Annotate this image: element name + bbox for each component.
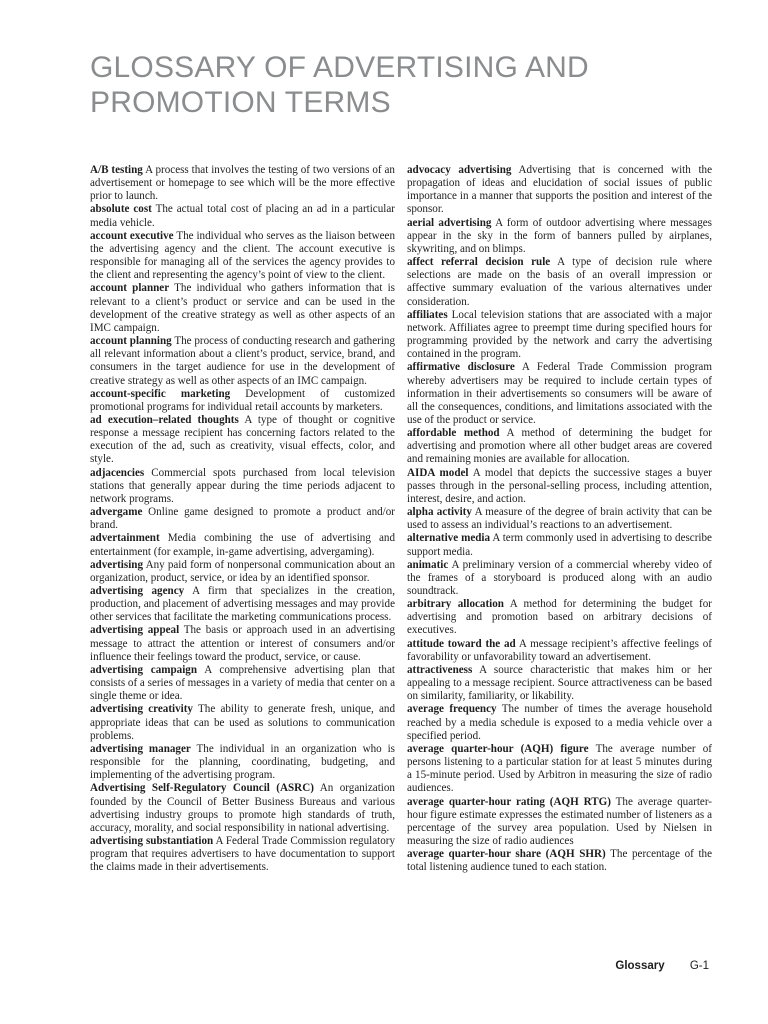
glossary-term: advertising substantiation bbox=[90, 834, 214, 847]
glossary-right-column bbox=[407, 164, 712, 874]
glossary-left-column bbox=[90, 164, 395, 874]
glossary-entry bbox=[90, 203, 395, 229]
glossary-definition: A process that involves the testing of two versions of an advertisement or homepage to see which will be the more effective prior to launch. bbox=[90, 164, 395, 203]
glossary-definition: A firm that specializes in the creation, production, and placement of advertising messages and may provide other services that facilitate the marketing communications process. bbox=[90, 585, 395, 624]
glossary-entry bbox=[90, 467, 395, 506]
glossary-definition: Local television stations that are associated with a major network. Affiliates agree to preempt time during specified hours for programming provided by the network and carry the advertising contained in the program. bbox=[407, 308, 713, 361]
glossary-entry bbox=[90, 164, 395, 203]
glossary-entry bbox=[407, 796, 712, 849]
glossary-term: average quarter-hour (AQH) figure bbox=[407, 742, 589, 755]
glossary-definition: The individual who gathers information that is relevant to a client’s product or service and can be used in the development of the creative strategy as well as other aspects of an IMC campaign. bbox=[90, 282, 395, 334]
glossary-term: A/B testing bbox=[90, 164, 143, 176]
glossary-definition: A model that depicts the successive stages a buyer passes through in the personal-selling process, including attention, interest, desire, and action. bbox=[407, 466, 713, 505]
glossary-entry bbox=[90, 532, 395, 558]
glossary-term: arbitrary allocation bbox=[407, 598, 504, 611]
glossary-definition: A method of determining the budget for advertising and promotion where all other budget areas are covered and remaining monies are available for allocation. bbox=[407, 427, 712, 466]
glossary-entry bbox=[90, 624, 395, 663]
glossary-term: account-specific marketing bbox=[90, 387, 231, 400]
glossary-entry bbox=[407, 664, 712, 703]
glossary-definition: A measure of the degree of brain activity that can be used to assess an individual’s reactions to an advertisement. bbox=[407, 506, 712, 532]
glossary-term: advertising appeal bbox=[90, 624, 180, 637]
glossary-definition: The individual in an organization who is responsible for the planning, coordinating, budgeting, and implementing of the advertising program. bbox=[90, 742, 395, 782]
glossary-entry bbox=[90, 743, 395, 782]
glossary-definition: A message recipient’s affective feelings of favorability or unfavorability toward an advertisement. bbox=[407, 637, 712, 663]
glossary-definition: A type of decision rule where selections are made on the basis of an overall impression or affective summary evaluation of the various alternatives under consideration. bbox=[407, 256, 712, 308]
page-number: G-1 bbox=[689, 960, 709, 972]
glossary-term: AIDA model bbox=[407, 466, 469, 479]
glossary-entry bbox=[90, 282, 395, 335]
glossary-entry bbox=[407, 256, 712, 309]
glossary-definition: Commercial spots purchased from local television stations that generally appear during the time periods adjacent to network programs. bbox=[90, 466, 395, 505]
glossary-entry bbox=[90, 703, 395, 742]
glossary-definition: A Federal Trade Commission program whereby advertisers may be required to include certain types of information in their advertisements so consumers will be aware of all the consequences, conditions, and limitations associated with the use of the product or service. bbox=[407, 361, 712, 426]
title-line-1: GLOSSARY OF ADVERTISING AND bbox=[90, 51, 589, 84]
glossary-definition: The individual who serves as the liaison between the advertising agency and the client. The account executive is responsible for managing all of the services the agency provides to the client and representing the agency’s point of view to the client. bbox=[90, 229, 395, 282]
glossary-term: advertising manager bbox=[90, 742, 191, 755]
glossary-entry bbox=[407, 743, 712, 796]
glossary-definition: The average number of persons listening to a particular station for at least 5 minutes during a 15-minute period. Used by Arbitron in measuring the size of radio audiences. bbox=[407, 742, 713, 795]
glossary-definition: A source characteristic that makes him or her appealing to a message recipient. Source attractiveness can be based on similarity, familiarity, or likability. bbox=[407, 663, 712, 703]
glossary-term: absolute cost bbox=[90, 203, 152, 216]
glossary-definition: The number of times the average household reached by a media schedule is exposed to a media vehicle over a specified period. bbox=[407, 703, 712, 742]
glossary-definition: The ability to generate fresh, unique, and appropriate ideas that can be used as solutions to communication problems. bbox=[90, 703, 395, 742]
glossary-term: advocacy advertising bbox=[407, 164, 512, 176]
glossary-definition: Any paid form of nonpersonal communication about an organization, product, service, or idea by an identified sponsor. bbox=[90, 558, 395, 584]
glossary-term: affiliates bbox=[407, 308, 448, 321]
glossary-entry bbox=[90, 585, 395, 624]
glossary-term: Advertising Self-Regulatory Council (ASRC) bbox=[90, 782, 314, 795]
glossary-definition: A type of thought or cognitive response a message recipient has concerning factors related to the execution of the ad, such as creativity, visual effects, color, and style. bbox=[90, 413, 395, 466]
glossary-definition: Advertising that is concerned with the propagation of ideas and elucidation of social issues of public importance in a manner that supports the position and interest of the sponsor. bbox=[407, 164, 713, 216]
glossary-term: advertising campaign bbox=[90, 663, 198, 676]
glossary-entry bbox=[90, 335, 395, 388]
glossary-term: attractiveness bbox=[407, 663, 473, 676]
glossary-term: average quarter-hour share (AQH SHR) bbox=[407, 848, 606, 861]
glossary-entry bbox=[407, 164, 712, 217]
glossary-definition: The process of conducting research and gathering all relevant information about a client’s product, service, brand, and consumers in the target audience for use in the development of creative strategy as well as other aspects of an IMC campaign. bbox=[90, 335, 396, 387]
glossary-definition: A method for determining the budget for advertising and promotion based on arbitrary decisions of executives. bbox=[407, 598, 712, 637]
glossary-term: alpha activity bbox=[407, 506, 472, 519]
glossary-term: affordable method bbox=[407, 427, 500, 440]
glossary-term: account planner bbox=[90, 282, 170, 295]
glossary-definition: The average quarter-hour figure estimate expresses the estimated number of listeners as a percentage of the survey area population. Used by Nielsen in measuring the size of radio audiences bbox=[407, 795, 712, 847]
glossary-term: average frequency bbox=[407, 703, 497, 716]
glossary-definition: Media combining the use of advertising and entertainment (for example, in-game advertising, advergaming). bbox=[90, 532, 396, 558]
glossary-entry bbox=[90, 388, 395, 414]
glossary-term: affirmative disclosure bbox=[407, 361, 515, 374]
glossary-definition: A term commonly used in advertising to describe support media. bbox=[407, 532, 712, 558]
glossary-entry bbox=[407, 598, 712, 637]
page-footer bbox=[615, 960, 709, 972]
glossary-definition: A comprehensive advertising plan that consists of a series of messages in a variety of media that center on a single theme or idea. bbox=[90, 663, 395, 703]
glossary-term: advergame bbox=[90, 506, 143, 519]
glossary-entry bbox=[407, 703, 712, 742]
glossary-term: ad execution–related thoughts bbox=[90, 413, 239, 426]
glossary-definition: A form of outdoor advertising where messages appear in the sky in the form of banners pulled by airplanes, skywriting, and on blimps. bbox=[407, 216, 712, 255]
glossary-entry bbox=[90, 664, 395, 703]
glossary-entry bbox=[407, 427, 712, 466]
glossary-term: aerial advertising bbox=[407, 216, 492, 229]
glossary-term: affect referral decision rule bbox=[407, 256, 551, 269]
glossary-entry bbox=[407, 559, 712, 598]
glossary-term: alternative media bbox=[407, 532, 491, 545]
glossary-entry bbox=[90, 230, 395, 283]
glossary-term: account executive bbox=[90, 229, 174, 242]
glossary-definition: The basis or approach used in an advertising message to attract the attention or interest of consumers and/or influence their feelings toward the product, service, or cause. bbox=[90, 624, 395, 663]
glossary-entry bbox=[407, 309, 712, 362]
glossary-term: account planning bbox=[90, 335, 172, 348]
glossary-entry bbox=[407, 361, 712, 427]
glossary-term: attitude toward the ad bbox=[407, 637, 516, 650]
glossary-entry bbox=[407, 532, 712, 558]
glossary-entry bbox=[407, 217, 712, 256]
glossary-entry bbox=[407, 848, 712, 874]
footer-section-label: Glossary bbox=[615, 960, 665, 972]
glossary-entry bbox=[407, 506, 712, 532]
page-title bbox=[90, 50, 690, 120]
glossary-definition: A preliminary version of a commercial whereby video of the frames of a storyboard is produced along with an audio soundtrack. bbox=[407, 558, 712, 597]
glossary-term: advertising agency bbox=[90, 585, 185, 597]
title-line-2: PROMOTION TERMS bbox=[90, 86, 391, 119]
glossary-entry bbox=[90, 559, 395, 585]
glossary-entry bbox=[407, 638, 712, 664]
glossary-term: advertising creativity bbox=[90, 703, 193, 716]
glossary-entry bbox=[90, 782, 395, 835]
glossary-definition: A Federal Trade Commission regulatory program that requires advertisers to have documentation to support the claims made in their advertisements. bbox=[90, 834, 395, 874]
glossary-definition: An organization founded by the Council of Better Business Bureaus and various advertising industry groups to promote high standards of truth, accuracy, morality, and social responsibility in national advertising. bbox=[90, 782, 395, 834]
glossary-term: advertising bbox=[90, 558, 144, 571]
glossary-term: average quarter-hour rating (AQH RTG) bbox=[407, 795, 611, 808]
glossary-entry bbox=[407, 467, 712, 506]
glossary-term: adjacencies bbox=[90, 466, 145, 479]
glossary-definition: The percentage of the total listening audience tuned to each station. bbox=[407, 848, 713, 874]
glossary-entry bbox=[90, 414, 395, 467]
glossary-entry bbox=[90, 506, 395, 532]
glossary-definition: The actual total cost of placing an ad in a particular media vehicle. bbox=[90, 203, 395, 229]
glossary-definition: Development of customized promotional programs for individual retail accounts by marketers. bbox=[90, 387, 395, 413]
glossary-term: advertainment bbox=[90, 532, 160, 545]
glossary-entry bbox=[90, 835, 395, 874]
glossary-term: animatic bbox=[407, 558, 449, 571]
glossary-definition: Online game designed to promote a product and/or brand. bbox=[90, 506, 395, 532]
